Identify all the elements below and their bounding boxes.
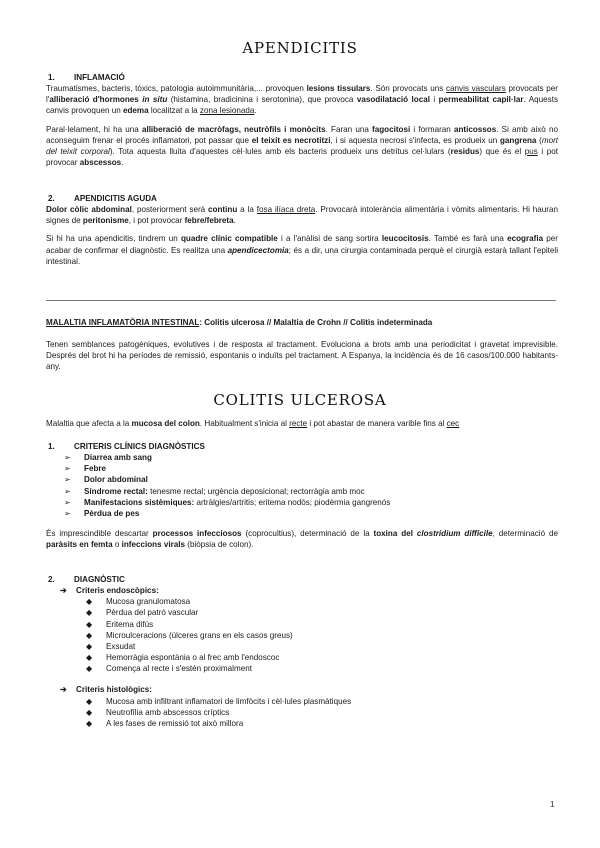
clinical-criteria-list [46, 452, 558, 519]
list-item: ◆ Eritema difús [86, 619, 154, 629]
diamond-icon: ◆ [86, 696, 93, 706]
list-item: ◆ Neutrofília amb abscessos críptics [86, 707, 230, 717]
section-inflamacio [46, 72, 558, 168]
arrowhead-icon: ➢ [64, 453, 71, 463]
list-item: ➢ Síndrome rectal: tenesme rectal; urgència deposicional; rectorràgia amb moc [64, 486, 365, 496]
section-apendicitis-aguda [46, 193, 558, 267]
section-criteris-clinics [46, 441, 558, 550]
diamond-icon: ◆ [86, 608, 93, 618]
histologic-list [60, 696, 558, 729]
diamond-icon: ◆ [86, 653, 93, 663]
list-item: ◆ Mucosa granulomatosa [86, 597, 191, 607]
horizontal-divider [46, 300, 556, 301]
histologic-criteria: ➔ Criteris histològics: ◆ Mucosa amb infiltrant inflamatori de limfòcits i cèl·lules plasmàtiques ◆ Neutrofília amb abscessos críptics ◆ A les fases de remissió tot això millora [46, 684, 558, 729]
paragraph: Dolor còlic abdominal, posteriorment serà continu a la fosa ilíaca dreta. Provocarà intolerància alimentària i vòmits alimentaris. Hi hauran signes de peritonisme, i pot provocar febre/febreta. [46, 205, 558, 226]
arrowhead-icon: ➢ [64, 475, 71, 485]
list-item: ◆ Pèrdua del patró vascular [86, 608, 199, 618]
diamond-icon: ◆ [86, 664, 93, 674]
endoscopic-criteria: ➔ Criteris endoscòpics: ◆ Mucosa granulomatosa ◆ Pèrdua del patró vascular ◆ Eritema difús ◆ Microulceracions (úlceres grans en els casos greus) ◆ Exsudat ◆ Hemorràgia espontània o al frec amb l'endoscoc ◆ Comença al recte i s'estén proximalment [46, 585, 558, 674]
list-item: ◆ Exsudat [86, 641, 136, 651]
arrowhead-icon: ➢ [64, 508, 71, 518]
list-item: ➢ Dolor abdominal [64, 475, 148, 485]
arrow-right-icon: ➔ [60, 586, 67, 596]
arrow-right-icon: ➔ [60, 685, 67, 695]
list-item: ➢ Pèrdua de pes [64, 508, 140, 518]
section-diagnostic [46, 574, 558, 729]
list-item: ◆ A les fases de remissió tot això millora [86, 718, 244, 728]
paragraph: Tenen semblances patogèniques, evolutives i de resposta al tractament. Evoluciona a brots amb una periodicitat i gravetat imprevisible. Després del brot hi ha períodes de remissió, espontanis o induïts pel tractament. A Espanya, la incidència és de 16 casos/100.000 habitants-any. [46, 340, 558, 372]
endoscopic-list [60, 596, 558, 674]
page-title: APENDICITIS [242, 39, 358, 57]
paragraph: Si hi ha una apendicitis, tindrem un quadre clínic compatible i a l'anàlisi de sang sortira leucocitosis. També es farà una ecografia per acabar de confirmar el diagnòstic. Es realitza una apendicectomia; és a dir, una cirurgia contaminada perquè el cirurgià estarà tallant l'epiteli intestinal. [46, 234, 559, 266]
paragraph: Paral·lelament, hi ha una alliberació de macròfags, neutròfils i monòcits. Faran una fagocitosi i formaran anticossos. Si amb això no aconseguim frenar el procés inflamatori, pot passar que el teixit es necrotitzi, i si aquesta necrosi s'infecta, es produeix un gangrena (mort del teixit corporal). Tota aquesta lluita d'aquestes cèl·lules amb els bacteris produeix uns detritus cel·lulars (residus) que és el pus i pot provocar abscessos. [46, 124, 559, 168]
colitis-intro [46, 418, 558, 429]
mii-heading: MALALTIA INFLAMATÒRIA INTESTINAL: Colitis ulcerosa // Malaltia de Crohn // Colitis indeterminada [46, 318, 433, 327]
list-item: ➢ Manifestacions sistèmiques: artràlgies/artritis; eritema nodós; piodèrmia gangrenós [64, 497, 391, 507]
arrowhead-icon: ➢ [64, 486, 71, 496]
page-number: 1 [550, 799, 555, 809]
list-item: ➢ Febre [64, 464, 107, 474]
list-item: ◆ Hemorràgia espontània o al frec amb l'endoscoc [86, 653, 280, 663]
diamond-icon: ◆ [86, 619, 93, 629]
list-item: ◆ Microulceracions (úlceres grans en els casos greus) [86, 630, 293, 640]
list-item: ➢ Diarrea amb sang [64, 453, 152, 463]
section-mii [46, 317, 558, 373]
diamond-icon: ◆ [86, 597, 93, 607]
diamond-icon: ◆ [86, 707, 93, 717]
paragraph: Malaltia que afecta a la mucosa del colon. Habitualment s'inicia al recte i pot abastar de manera varible fins al cec [46, 419, 460, 428]
paragraph: Traumatismes, bacteris, tòxics, patologia autoimmunitària,... provoquen lesions tissulars. Són provocats uns canvis vasculars provocats per l'alliberació d'hormones in situ (histamina, bradicinina i serotonina), que provoca vasodilatació local i permeabilitat capil·lar. Aquests canvis provoquen un edema localitzat a la zona lesionada. [46, 84, 559, 116]
list-item: ◆ Mucosa amb infiltrant inflamatori de limfòcits i cèl·lules plasmàtiques [86, 696, 352, 706]
arrowhead-icon: ➢ [64, 497, 71, 507]
section-heading: 1. INFLAMACIÓ [48, 73, 125, 82]
section-heading: 2. APENDICITIS AGUDA [48, 194, 157, 203]
section-heading: 2. DIAGNÒSTIC [48, 575, 125, 584]
diamond-icon: ◆ [86, 630, 93, 640]
section-title-colitis: COLITIS ULCEROSA [213, 391, 387, 409]
section-heading: 1. CRITERIS CLÍNICS DIAGNÒSTICS [48, 442, 205, 451]
list-item: ◆ Comença al recte i s'estén proximalment [86, 664, 252, 674]
arrowhead-icon: ➢ [64, 464, 71, 474]
diamond-icon: ◆ [86, 641, 93, 651]
diamond-icon: ◆ [86, 718, 93, 728]
paragraph: És imprescindible descartar processos infecciosos (coprocultius), determinació de la toxina del clostridium difficile, determinació de paràsits en femta o infeccions virals (biòpsia de colon). [46, 529, 558, 550]
